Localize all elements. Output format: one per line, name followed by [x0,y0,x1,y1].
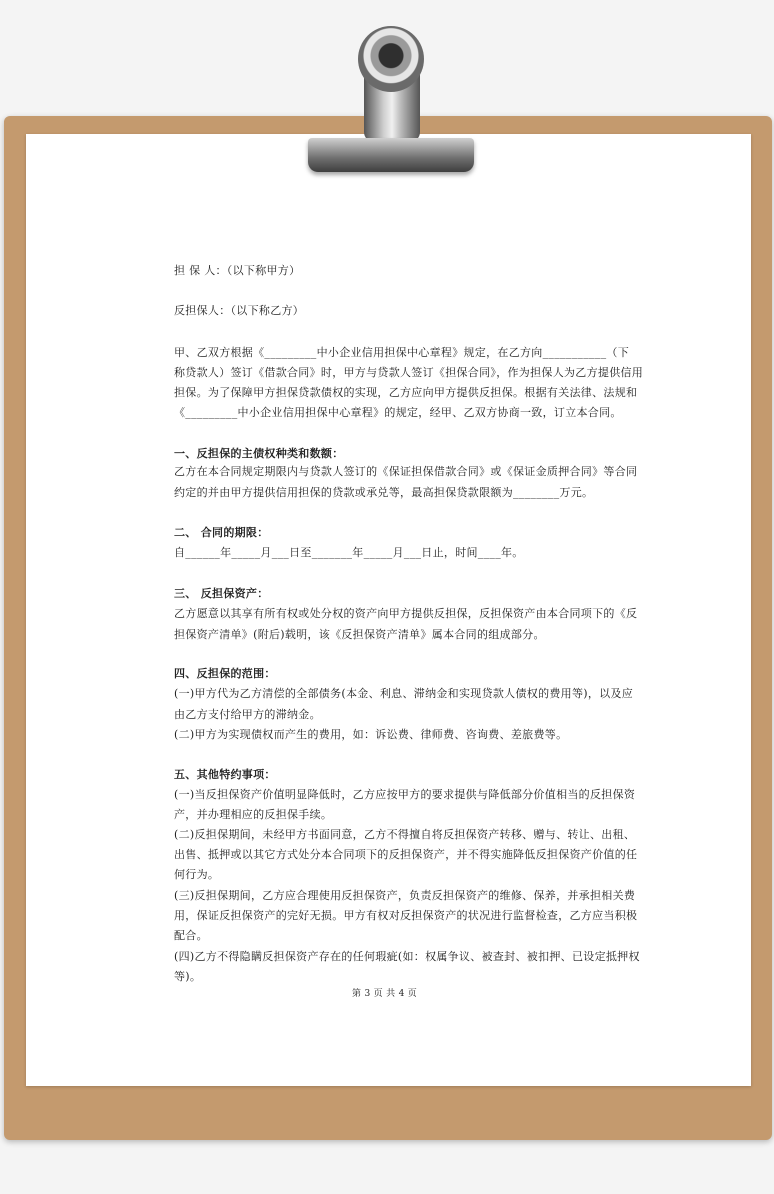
section-1-heading: 一、反担保的主债权种类和数额： [174,447,344,460]
section-4-line: (二)甲方为实现债权而产生的费用，如：诉讼费、律师费、咨询费、差旅费等。 [174,728,568,741]
binder-clip-ring [358,26,424,92]
intro-line: 称贷款人）签订《借款合同》时，甲方与贷款人签订《担保合同》，作为担保人为乙方提供信用 [174,366,644,379]
section-5-line: (四)乙方不得隐瞒反担保资产存在的任何瑕疵(如：权属争议、被查封、被扣押、已设定抵押权 [174,950,640,963]
section-3-heading: 三、 反担保资产： [174,587,269,600]
section-5-heading: 五、其他特约事项： [174,768,276,781]
intro-line: 担保。为了保障甲方担保贷款债权的实现，乙方应向甲方提供反担保。根据有关法律、法规和 [174,386,638,399]
section-5-line: 产，并办理相应的反担保手续。 [174,808,333,821]
section-4-line: (一)甲方代为乙方清偿的全部债务(本金、利息、滞纳金和实现贷款人债权的费用等)，以及应 [174,687,634,700]
section-5-line: 何行为。 [174,868,220,881]
page-footer: 第 3 页 共 4 页 [352,989,418,999]
intro-line: 甲、乙双方根据《_________中小企业信用担保中心章程》规定，在乙方向___________（下 [174,346,629,359]
section-2-heading: 二、 合同的期限： [174,526,269,539]
section-5-line: 配合。 [174,929,208,942]
counter-guarantor-line: 反担保人：（以下称乙方） [174,304,305,317]
section-5-line: 用，保证反担保资产的完好无损。甲方有权对反担保资产的状况进行监督检查，乙方应当积极 [174,909,638,922]
intro-line: 《_________中小企业信用担保中心章程》的规定，经甲、乙双方协商一致，订立本合同。 [174,406,622,419]
section-4-heading: 四、反担保的范围： [174,667,276,680]
section-5-line: 出售、抵押或以其它方式处分本合同项下的反担保资产，并不得实施降低反担保资产价值的任 [174,848,638,861]
section-4-line: 由乙方支付给甲方的滞纳金。 [174,708,321,721]
section-1-line: 乙方在本合同规定期限内与贷款人签订的《保证担保借款合同》或《保证金质押合同》等合同 [174,465,638,478]
guarantor-line: 担 保 人：（以下称甲方） [174,264,301,277]
binder-clip-base [308,138,474,172]
section-3-line: 担保资产清单》(附后)载明，该《反担保资产清单》属本合同的组成部分。 [174,628,545,641]
section-2-line: 自______年_____月___日至_______年_____月___日止，时间____年。 [174,546,524,559]
section-5-line: (一)当反担保资产价值明显降低时，乙方应按甲方的要求提供与降低部分价值相当的反担保资 [174,788,636,801]
section-5-line: (三)反担保期间，乙方应合理使用反担保资产，负责反担保资产的维修、保养，并承担相关费 [174,889,636,902]
section-5-line: 等)。 [174,970,202,983]
section-5-line: (二)反担保期间，未经甲方书面同意，乙方不得擅自将反担保资产转移、赠与、转让、出租、 [174,828,636,841]
section-3-line: 乙方愿意以其享有所有权或处分权的资产向甲方提供反担保，反担保资产由本合同项下的《反 [174,607,638,620]
section-1-line: 约定的并由甲方提供信用担保的贷款或承兑等，最高担保贷款限额为________万元。 [174,486,594,499]
